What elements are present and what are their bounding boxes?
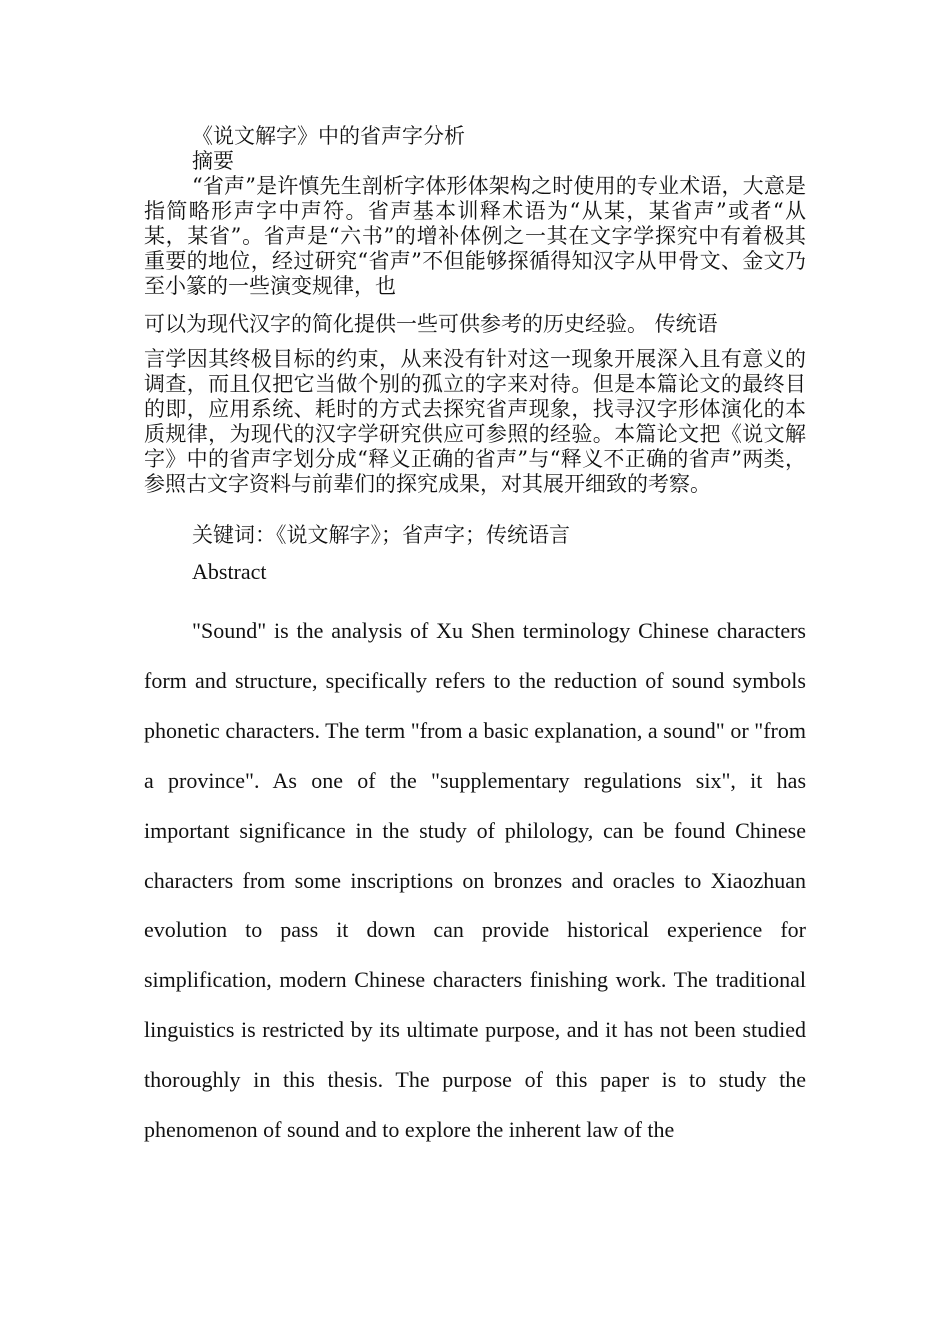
abstract-en-heading: Abstract bbox=[192, 559, 267, 584]
abstract-zh-paragraph: “省声”是许慎先生剖析字体形体架构之时使用的专业术语，大意是指简略形声字中声符。省声基本训释术语为“从某，某省声”或者“从某，某省”。省声是“六书”的增补体例之一其在文字学探究中有着极其重要的地位，经过研究“省声”不但能够探循得知汉字从甲骨文、金文乃至小篆的一些演变规律，也 bbox=[144, 174, 806, 298]
keywords-line: 关键词：《说文解字》；省声字；传统语言 bbox=[192, 523, 570, 547]
abstract-zh-heading: 摘要 bbox=[192, 149, 234, 173]
abstract-zh-paragraph: 言学因其终极目标的约束，从来没有针对这一现象开展深入且有意义的调查，而且仅把它当做个别的孤立的字来对待。但是本篇论文的最终目的即，应用系统、耗时的方式去探究省声现象，找寻汉字形体演化的本质规律，为现代的汉字学研究供应可参照的经验。本篇论文把《说文解字》中的省声字划分成“释义正确的省声”与“释义不正确的省声”两类，参照古文字资料与前辈们的探究成果，对其展开细致的考察。 bbox=[144, 347, 806, 496]
abstract-zh-paragraph: 可以为现代汉字的简化提供一些可供参考的历史经验。 传统语 bbox=[144, 312, 718, 336]
abstract-en-paragraph: "Sound" is the analysis of Xu Shen terminology Chinese characters form and structure, specifically refers to the reduction of sound symbols phonetic characters. The term "from a basic explanation, a sound" or "from a province". As one of the "supplementary regulations six", it has important significance in the study of philology, can be found Chinese characters from some inscriptions on bronzes and oracles to Xiaozhuan evolution to pass it down can provide historical experience for simplification, modern Chinese characters finishing work. The traditional linguistics is restricted by its ultimate purpose, and it has not been studied thoroughly in this thesis. The purpose of this paper is to study the phenomenon of sound and to explore the inherent law of the bbox=[144, 618, 806, 1143]
document-title: 《说文解字》中的省声字分析 bbox=[192, 124, 465, 148]
